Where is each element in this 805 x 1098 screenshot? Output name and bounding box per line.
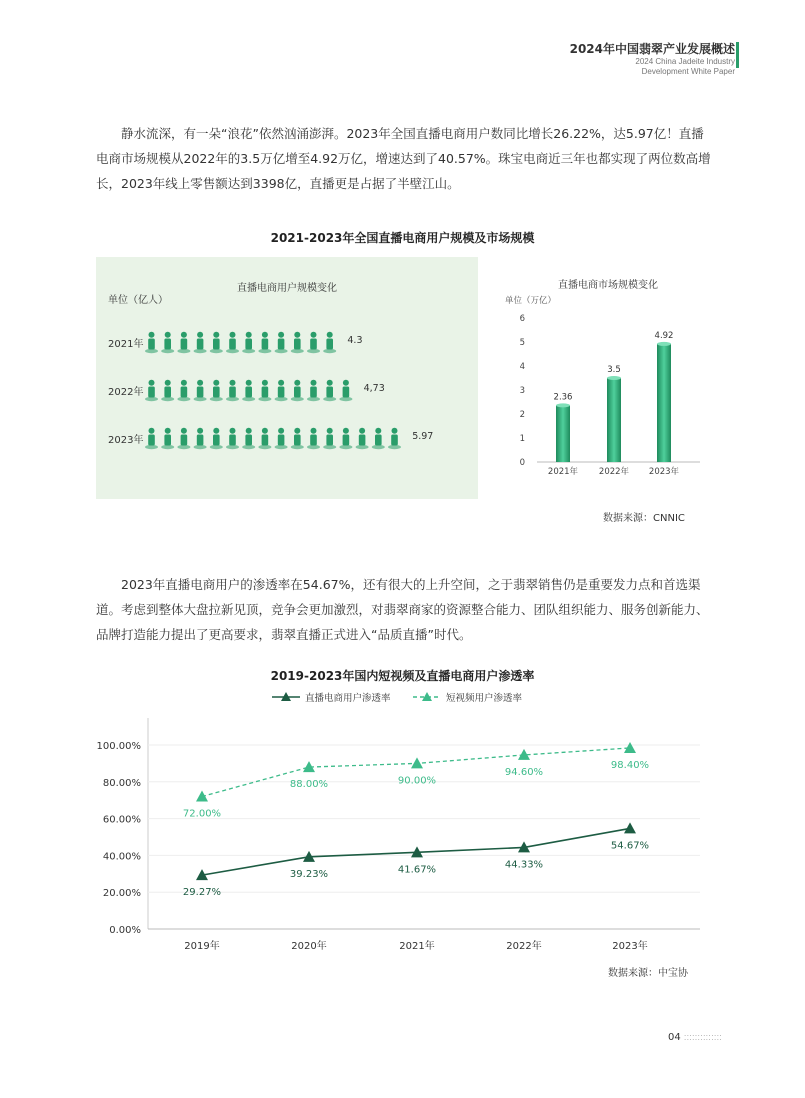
market-bar-value-label: 3.5 bbox=[607, 365, 621, 375]
penetration-paragraph: 2023年直播电商用户的渗透率在54.67%，还有很大的上升空间，之于翡翠销售仍是重要发力点和首选渠道。考虑到整体大盘拉新见顶，竞争会更加激烈，对翡翠商家的资源整合能力、团队组织能力、服务创新能力、品牌打造能力提出了更高要求，翡翠直播正式进入“品质直播”时代。 bbox=[96, 577, 709, 642]
person-icon bbox=[226, 428, 239, 449]
person-icon bbox=[339, 380, 352, 401]
header-title: 2024年中国翡翠产业发展概述 bbox=[569, 42, 735, 56]
person-icon bbox=[145, 380, 158, 401]
y-tick-label: 100.00% bbox=[96, 741, 141, 752]
data-point-marker bbox=[624, 742, 636, 753]
person-icon bbox=[339, 428, 352, 449]
x-tick-label: 2020年 bbox=[291, 941, 327, 952]
market-bar-cap bbox=[607, 376, 621, 380]
figure2-source: 数据来源：中宝协 bbox=[608, 968, 688, 979]
user-scale-row bbox=[96, 331, 478, 355]
user-scale-value-label: 4.3 bbox=[347, 335, 363, 346]
data-label: 98.40% bbox=[610, 759, 650, 771]
person-icon bbox=[242, 428, 255, 449]
data-label: 94.60% bbox=[504, 766, 544, 778]
data-label: 44.33% bbox=[504, 859, 544, 871]
data-point-marker bbox=[196, 791, 208, 802]
person-icon bbox=[291, 332, 304, 353]
user-scale-year-label: 2022年 bbox=[108, 387, 144, 398]
data-label: 54.67% bbox=[610, 840, 650, 852]
person-icon bbox=[242, 380, 255, 401]
person-icon bbox=[258, 380, 271, 401]
user-scale-panel bbox=[96, 257, 478, 499]
figure1-title: 2021-2023年全国直播电商用户规模及市场规模 bbox=[270, 231, 535, 245]
intro-paragraph: 静水流深，有一朵“浪花”依然汹涌澎湃。2023年全国直播电商用户数同比增长26.22%，达5.97亿！直播电商市场规模从2022年的3.5万亿增至4.92万亿，增速达到了40.57%。珠宝电商近三年也都实现了两位数高增长，2023年线上零售额达到3398亿，直播更是占据了半壁江山。 bbox=[96, 126, 711, 191]
bar-y-tick: 5 bbox=[519, 338, 525, 348]
legend-item bbox=[272, 692, 391, 704]
y-tick-label: 20.00% bbox=[102, 888, 141, 900]
market-bar bbox=[607, 378, 621, 462]
data-label: 29.27% bbox=[182, 887, 222, 899]
y-tick-label: 80.00% bbox=[102, 777, 141, 789]
header-subtitle-line1: 2024 China Jadeite Industry bbox=[635, 57, 735, 66]
person-icon bbox=[323, 380, 336, 401]
market-scale-bar-chart bbox=[495, 270, 710, 485]
page-header bbox=[570, 40, 735, 77]
person-icon bbox=[145, 332, 158, 353]
person-icon bbox=[145, 428, 158, 449]
user-scale-row bbox=[96, 379, 478, 403]
y-tick-label: 0.00% bbox=[109, 925, 141, 936]
x-tick-label: 2021年 bbox=[399, 941, 435, 952]
person-icon bbox=[372, 428, 385, 449]
user-scale-year-label: 2021年 bbox=[108, 339, 144, 350]
page-number: 04 bbox=[668, 1032, 681, 1043]
person-icon bbox=[323, 428, 336, 449]
user-scale-value-label: 4,73 bbox=[363, 383, 385, 394]
series-line bbox=[202, 748, 630, 797]
bar-y-tick: 0 bbox=[519, 458, 525, 468]
data-point-marker bbox=[411, 757, 423, 768]
legend-item bbox=[413, 692, 523, 704]
person-icon bbox=[275, 332, 288, 353]
header-subtitle-line2: Development White Paper bbox=[641, 67, 735, 76]
person-icon bbox=[161, 332, 174, 353]
person-icon bbox=[194, 380, 207, 401]
person-icon bbox=[161, 428, 174, 449]
market-bar-cap bbox=[556, 403, 570, 407]
data-label: 39.23% bbox=[289, 868, 329, 880]
person-icon bbox=[210, 380, 223, 401]
user-scale-unit: 单位（亿人） bbox=[108, 295, 168, 306]
y-tick-label: 40.00% bbox=[102, 851, 141, 863]
market-bar-value-label: 4.92 bbox=[654, 330, 674, 341]
person-icon bbox=[177, 428, 190, 449]
person-icon bbox=[258, 428, 271, 449]
user-scale-year-label: 2023年 bbox=[108, 435, 144, 446]
data-label: 88.00% bbox=[289, 779, 329, 791]
person-icon bbox=[226, 332, 239, 353]
person-icon bbox=[291, 428, 304, 449]
market-bar-category-label: 2021年 bbox=[547, 467, 579, 477]
person-icons bbox=[145, 427, 408, 451]
person-icons bbox=[145, 331, 343, 355]
bar-y-tick: 6 bbox=[519, 314, 525, 324]
person-icon bbox=[242, 332, 255, 353]
person-icon bbox=[291, 380, 304, 401]
x-tick-label: 2019年 bbox=[184, 941, 220, 952]
footer-dot-pattern: ⁚⁚⁚⁚⁚⁚⁚⁚⁚⁚⁚⁚⁚⁚ bbox=[684, 1034, 723, 1042]
market-scale-unit: 单位（万亿） bbox=[505, 296, 557, 306]
figure2-title: 2019-2023年国内短视频及直播电商用户渗透率 bbox=[270, 669, 535, 683]
market-bar-category-label: 2022年 bbox=[598, 467, 630, 477]
person-icon bbox=[226, 380, 239, 401]
person-icons bbox=[145, 379, 360, 403]
figure1-source: 数据来源：CNNIC bbox=[603, 513, 685, 524]
data-label: 90.00% bbox=[397, 775, 437, 787]
person-icon bbox=[258, 332, 271, 353]
bar-y-tick: 4 bbox=[519, 362, 525, 372]
person-icon bbox=[210, 332, 223, 353]
market-bar bbox=[657, 344, 671, 462]
x-tick-label: 2022年 bbox=[506, 941, 542, 952]
person-icon bbox=[275, 428, 288, 449]
person-icon bbox=[307, 332, 320, 353]
market-bar-category-label: 2023年 bbox=[648, 467, 680, 477]
market-bar-value-label: 2.36 bbox=[553, 392, 573, 403]
legend-label: 直播电商用户渗透率 bbox=[305, 693, 391, 704]
legend-label: 短视频用户渗透率 bbox=[446, 693, 523, 704]
bar-y-tick: 3 bbox=[519, 386, 525, 396]
penetration-line-chart bbox=[0, 683, 805, 965]
market-bar bbox=[556, 405, 570, 462]
person-icon bbox=[307, 380, 320, 401]
person-icon bbox=[177, 332, 190, 353]
user-scale-subtitle: 直播电商用户规模变化 bbox=[237, 283, 337, 294]
market-scale-subtitle: 直播电商市场规模变化 bbox=[558, 280, 658, 291]
person-icon bbox=[194, 428, 207, 449]
person-icon bbox=[161, 380, 174, 401]
person-icon bbox=[275, 380, 288, 401]
data-point-marker bbox=[624, 822, 636, 833]
data-label: 72.00% bbox=[182, 808, 222, 820]
person-icon bbox=[210, 428, 223, 449]
x-tick-label: 2023年 bbox=[612, 941, 648, 952]
data-label: 41.67% bbox=[397, 864, 437, 876]
person-icon bbox=[323, 332, 336, 353]
person-icon bbox=[356, 428, 369, 449]
person-icon bbox=[194, 332, 207, 353]
person-icon bbox=[177, 380, 190, 401]
person-icon bbox=[388, 428, 401, 449]
header-accent-bar bbox=[736, 42, 739, 68]
person-icon bbox=[307, 428, 320, 449]
user-scale-value-label: 5.97 bbox=[412, 431, 434, 442]
bar-y-tick: 2 bbox=[519, 410, 525, 420]
bar-y-tick: 1 bbox=[519, 434, 525, 444]
y-tick-label: 60.00% bbox=[102, 814, 141, 826]
user-scale-row bbox=[96, 427, 478, 451]
market-bar-cap bbox=[657, 342, 671, 346]
